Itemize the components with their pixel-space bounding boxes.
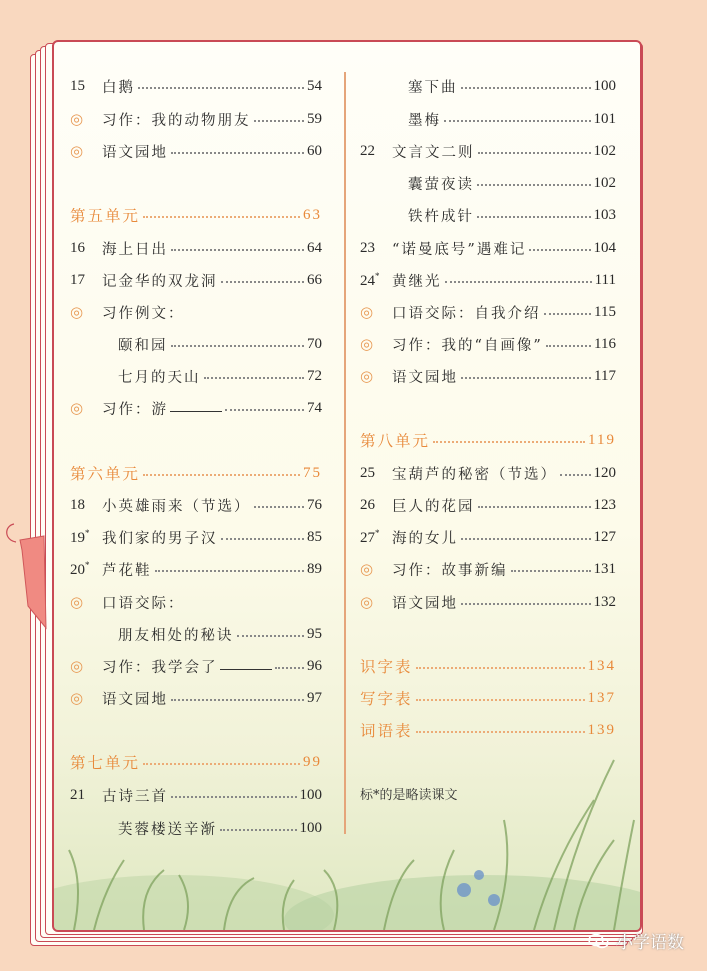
toc-entry[interactable]: 22 文言文二则 102 <box>360 142 616 161</box>
toc-entry[interactable]: 21 古诗三首 100 <box>70 786 322 805</box>
bullet-icon: ◎ <box>70 689 84 707</box>
toc-entry[interactable]: ◎ 习作：我的“自画像” 116 <box>360 335 616 354</box>
table-of-contents-page <box>52 40 642 932</box>
bullet-icon: ◎ <box>70 593 84 611</box>
unit-heading[interactable]: 第八单元 119 <box>360 431 616 450</box>
toc-entry[interactable]: 27* 海的女儿 127 <box>360 527 616 547</box>
bookmark-tag-icon <box>0 520 55 640</box>
appendix-heading[interactable]: 写字表 137 <box>360 689 616 708</box>
bullet-icon: ◎ <box>360 560 374 578</box>
bullet-icon: ◎ <box>70 303 84 321</box>
bullet-icon: ◎ <box>70 110 84 128</box>
toc-entry[interactable]: 15 白鹅 54 <box>70 77 322 96</box>
toc-sub-entry[interactable]: 朋友相处的秘诀 95 <box>118 625 322 644</box>
toc-entry[interactable]: 23 “诺曼底号”遇难记 104 <box>360 239 616 258</box>
column-divider <box>344 72 346 834</box>
toc-entry[interactable]: 16 海上日出 64 <box>70 239 322 258</box>
fill-blank <box>170 411 222 412</box>
toc-sub-entry[interactable]: 颐和园 70 <box>118 335 322 354</box>
bullet-icon: ◎ <box>70 142 84 160</box>
toc-entry[interactable]: ◎ 习作：故事新编 131 <box>360 560 616 579</box>
watermark <box>588 928 684 953</box>
toc-entry[interactable]: 25 宝葫芦的秘密（节选） 120 <box>360 464 616 483</box>
toc-entry: ◎ 习作例文： <box>70 303 185 322</box>
toc-sub-entry[interactable]: 七月的天山 72 <box>118 367 322 386</box>
toc-entry[interactable]: ◎ 习作：我的动物朋友 59 <box>70 110 322 129</box>
appendix-heading[interactable]: 识字表 134 <box>360 657 616 676</box>
toc-sub-entry[interactable]: 塞下曲 100 <box>408 77 616 96</box>
wechat-icon <box>588 933 610 949</box>
toc-entry: ◎ 口语交际： <box>70 593 185 612</box>
unit-heading[interactable]: 第七单元 99 <box>70 753 322 772</box>
toc-entry[interactable]: ◎ 语文园地 60 <box>70 142 322 161</box>
toc-entry[interactable]: 24* 黄继光 111 <box>360 270 616 290</box>
unit-heading[interactable]: 第六单元 75 <box>70 464 322 483</box>
bullet-icon: ◎ <box>360 593 374 611</box>
footnote: 标*的是略读课文 <box>360 788 458 803</box>
bullet-icon: ◎ <box>70 657 84 675</box>
toc-entry[interactable]: ◎ 语文园地 132 <box>360 593 616 612</box>
watermark-text: 小学语数 <box>616 933 684 953</box>
toc-entry[interactable]: 20* 芦花鞋 89 <box>70 559 322 579</box>
toc-sub-entry[interactable]: 铁杵成针 103 <box>408 206 616 225</box>
toc-sub-entry[interactable]: 墨梅 101 <box>408 110 616 129</box>
toc-entry[interactable]: 18 小英雄雨来（节选） 76 <box>70 496 322 515</box>
toc-entry[interactable]: ◎ 习作：我学会了 96 <box>70 657 322 676</box>
toc-entry[interactable]: ◎ 习作：游 74 <box>70 399 322 418</box>
appendix-heading[interactable]: 词语表 139 <box>360 721 616 740</box>
toc-entry[interactable]: ◎ 语文园地 117 <box>360 367 616 386</box>
fill-blank <box>220 669 272 670</box>
bullet-icon: ◎ <box>360 303 374 321</box>
toc-entry[interactable]: 26 巨人的花园 123 <box>360 496 616 515</box>
bullet-icon: ◎ <box>360 367 374 385</box>
bullet-icon: ◎ <box>70 399 84 417</box>
toc-entry[interactable]: 17 记金华的双龙洞 66 <box>70 271 322 290</box>
toc-entry[interactable]: ◎ 口语交际：自我介绍 115 <box>360 303 616 322</box>
toc-entry[interactable]: 19* 我们家的男子汉 85 <box>70 527 322 547</box>
toc-entry[interactable]: ◎ 语文园地 97 <box>70 689 322 708</box>
bullet-icon: ◎ <box>360 335 374 353</box>
unit-heading[interactable]: 第五单元 63 <box>70 206 322 225</box>
toc-sub-entry[interactable]: 囊萤夜读 102 <box>408 174 616 193</box>
toc-sub-entry[interactable]: 芙蓉楼送辛渐 100 <box>118 819 322 838</box>
